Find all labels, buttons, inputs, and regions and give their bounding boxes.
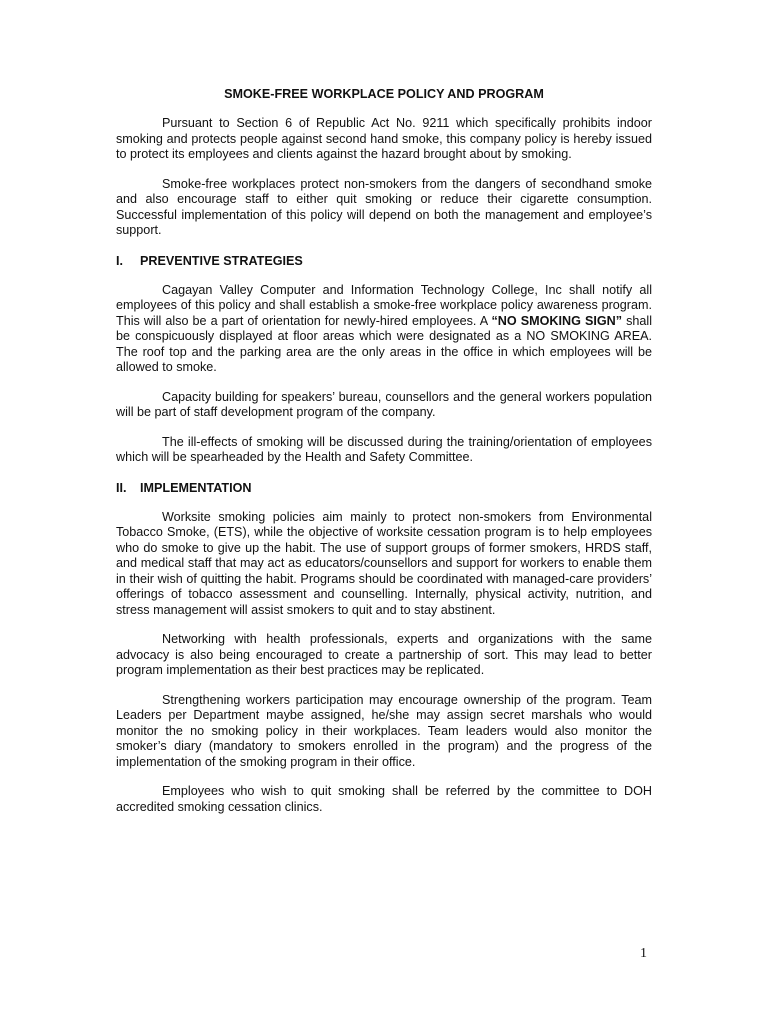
- preventive-paragraph-1: [116, 283, 652, 376]
- section-title-1: PREVENTIVE STRATEGIES: [140, 253, 303, 268]
- preventive-paragraph-3: The ill-effects of smoking will be discussed during the training/orientation of employees which will be spearheaded by the Health and Safety Committee.: [116, 434, 652, 464]
- section-heading-preventive: [116, 253, 652, 269]
- intro-paragraph-1: Pursuant to Section 6 of Republic Act No. 9211 which specifically prohibits indoor smoking and protects people against second hand smoke, this company policy is hereby issued to protect its employees and clients against the hazard brought about by smoking.: [116, 116, 652, 161]
- implementation-paragraph-2: Networking with health professionals, experts and organizations with the same advocacy is also being encouraged to create a partnership of sort. This may lead to better program implementation as their best practices may be replicated.: [116, 632, 652, 677]
- section-number-1: I.: [116, 253, 123, 268]
- preventive-text-start: Cagayan Valley Computer and Information Technology College, Inc shall notify all employees of this policy and shall establish a smoke-free workplace policy awareness program. This will also be a part of orientation for newly-hired employees. A: [116, 282, 652, 328]
- page-number: 1: [640, 946, 647, 961]
- implementation-paragraph-1: Worksite smoking policies aim mainly to protect non-smokers from Environmental Tobacco Smoke, (ETS), while the objective of worksite cessation program is to help employees who do smoke to give up the habit. The use of support groups of former smokers, HRDS staff, and medical staff that may act as educators/counsellors and support for workers to enable them in their wish of quitting the habit. Programs should be coordinated with managed-care providers’ offerings of tobacco assessment and counselling. Internally, physical activity, nutrition, and stress management will assist smokers to quit and to stay abstinent.: [116, 509, 652, 617]
- document-title: SMOKE-FREE WORKPLACE POLICY AND PROGRAM: [224, 87, 544, 101]
- section-title-2: IMPLEMENTATION: [140, 480, 252, 495]
- preventive-paragraph-2: Capacity building for speakers’ bureau, counsellors and the general workers population will be part of staff development program of the company.: [116, 389, 652, 419]
- document-page: [116, 86, 652, 829]
- section-number-2: II.: [116, 480, 127, 495]
- no-smoking-sign-emphasis: “NO SMOKING SIGN”: [491, 313, 623, 328]
- section-heading-implementation: [116, 480, 652, 496]
- intro-paragraph-2: Smoke-free workplaces protect non-smokers from the dangers of secondhand smoke and also encourage staff to either quit smoking or reduce their cigarette consumption. Successful implementation of this policy will depend on both the management and employee’s support.: [116, 176, 652, 237]
- implementation-paragraph-4: Employees who wish to quit smoking shall be referred by the committee to DOH accredited smoking cessation clinics.: [116, 784, 652, 814]
- implementation-paragraph-3: Strengthening workers participation may encourage ownership of the program. Team Leaders per Department maybe assigned, he/she may assign secret marshals who would monitor the no smoking policy in their workplaces. Team leaders would also monitor the smoker’s diary (mandatory to smokers enrolled in the program) and the progress of the implementation of the smoking program in their office.: [116, 692, 652, 769]
- preventive-text-end: shall be conspicuously displayed at floor areas which were designated as a NO SMOKING AREA. The roof top and the parking area are the only areas in the office in which employees will be allowed to smoke.: [116, 313, 652, 374]
